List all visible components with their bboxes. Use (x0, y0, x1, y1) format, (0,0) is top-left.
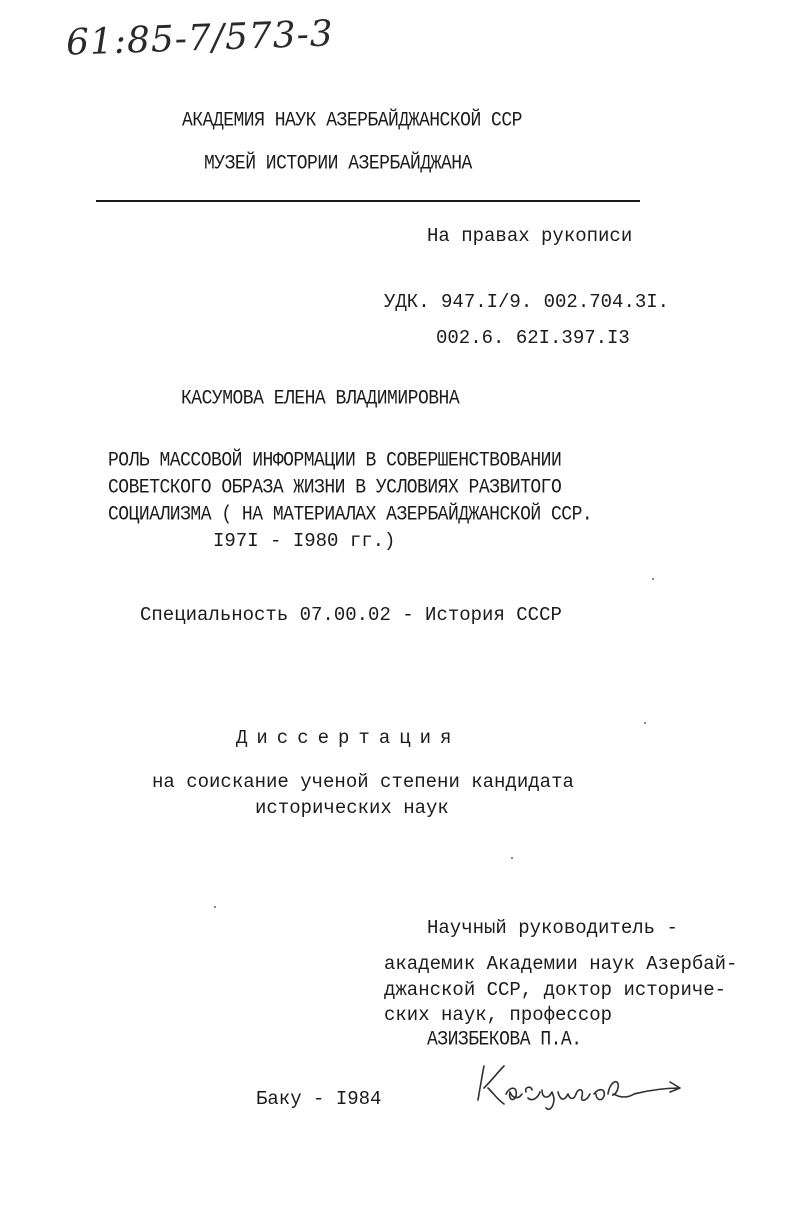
udk-line-1: УДК. 947.I/9. 002.704.3I. (384, 291, 670, 313)
author-name: КАСУМОВА ЕЛЕНА ВЛАДИМИРОВНА (181, 387, 460, 411)
author-signature (470, 1058, 690, 1118)
degree-line-2: исторических наук (255, 797, 449, 819)
supervisor-line-1: академик Академии наук Азербай- (384, 953, 738, 975)
supervisor-name: АЗИЗБЕКОВА П.А. (427, 1028, 582, 1052)
header-divider (96, 200, 640, 202)
degree-line-1: на соискание ученой степени кандидата (152, 771, 574, 793)
paper-speck (511, 857, 513, 859)
rights-note: На правах рукописи (427, 225, 633, 247)
supervisor-line-3: ских наук, профессор (384, 1004, 613, 1026)
paper-speck (214, 906, 216, 908)
specialty: Специальность 07.00.02 - История СССР (140, 604, 562, 626)
museum-name: МУЗЕЙ ИСТОРИИ АЗЕРБАЙДЖАНА (204, 152, 472, 176)
udk-line-2: 002.6. 62I.397.I3 (436, 327, 630, 349)
archive-number-handwritten: 61:85-7/573-3 (65, 13, 335, 64)
dissertation-heading: Диссертация (236, 727, 461, 749)
supervisor-label: Научный руководитель - (427, 917, 678, 939)
paper-speck (644, 722, 646, 724)
title-line-3: СОЦИАЛИЗМА ( НА МАТЕРИАЛАХ АЗЕРБАЙДЖАНСКОЙ ССР. (108, 503, 593, 527)
academy-name: АКАДЕМИЯ НАУК АЗЕРБАЙДЖАНСКОЙ ССР (182, 109, 522, 133)
title-line-2: СОВЕТСКОГО ОБРАЗА ЖИЗНИ В УСЛОВИЯХ РАЗВИТОГО (108, 476, 562, 500)
paper-speck (652, 578, 654, 580)
title-line-1: РОЛЬ МАССОВОЙ ИНФОРМАЦИИ В СОВЕРШЕНСТВОВАНИИ (108, 449, 562, 473)
city-year: Баку - I984 (256, 1088, 382, 1110)
supervisor-line-2: джанской ССР, доктор историче- (384, 979, 727, 1001)
title-line-4: I97I - I980 гг.) (213, 530, 396, 552)
